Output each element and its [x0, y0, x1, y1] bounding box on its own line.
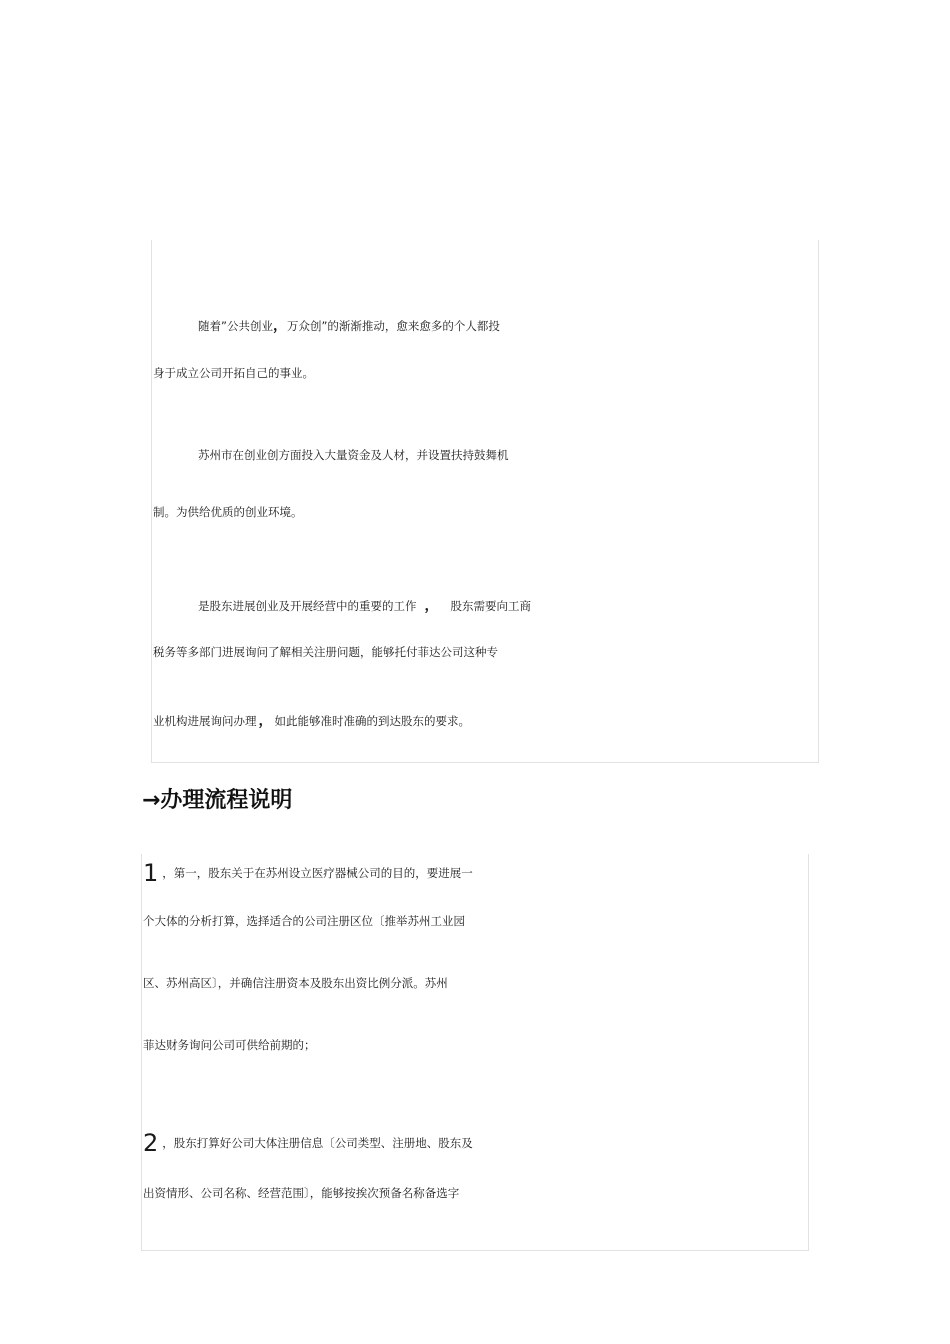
bold-comma: ，	[272, 318, 287, 334]
step-1-line-2: 个大体的分析打算，选择适合的公司注册区位〔推举苏州工业园	[143, 914, 465, 928]
step-2-line-1	[143, 1130, 473, 1156]
intro-paragraph-1-line-2: 身于成立公司开拓自己的事业。	[153, 366, 314, 380]
text-run: 随着”公共创业	[198, 319, 273, 333]
step-2-number: 2	[143, 1129, 159, 1157]
bold-comma: ，	[258, 713, 273, 729]
intro-paragraph-3-line-3	[153, 714, 470, 728]
step-1-line-4: 菲达财务询问公司可供给前期的；	[143, 1038, 316, 1052]
text-run: 万众创”的渐渐推动，愈来愈多的个人都投	[286, 319, 500, 333]
section-heading: →办理流程说明	[142, 788, 293, 813]
intro-paragraph-2-line-2: 制。为供给优质的创业环境。	[153, 505, 303, 519]
step-1-number: 1	[143, 859, 159, 887]
text-run: 股东需要向工商	[450, 599, 531, 613]
text-run: ，股东打算好公司大体注册信息〔公司类型、注册地、股东及	[162, 1136, 473, 1150]
text-run: ，第一，股东关于在苏州设立医疗器械公司的目的，要进展一	[162, 866, 473, 880]
intro-paragraph-3-line-2: 税务等多部门进展询问了解相关注册问题，能够托付菲达公司这种专	[153, 645, 498, 659]
step-2-line-2: 出资情形、公司名称、经营范围〕，能够按挨次预备名称备选字	[143, 1186, 460, 1200]
intro-paragraph-1-line-1	[198, 319, 500, 333]
intro-paragraph-2-line-1: 苏州市在创业创方面投入大量资金及人材，并设置扶持鼓舞机	[198, 448, 509, 462]
bold-comma: ，	[424, 598, 439, 614]
step-1-line-3: 区、苏州高区〕，并确信注册资本及股东出资比例分派。苏州	[143, 976, 448, 990]
step-1-line-1	[143, 860, 473, 886]
text-run: 如此能够准时准确的到达股东的要求。	[274, 714, 470, 728]
text-run: 业机构进展询问办理	[153, 714, 257, 728]
intro-paragraph-3-line-1	[198, 599, 531, 613]
text-run: 是股东进展创业及开展经营中的重要的工作	[198, 599, 417, 613]
